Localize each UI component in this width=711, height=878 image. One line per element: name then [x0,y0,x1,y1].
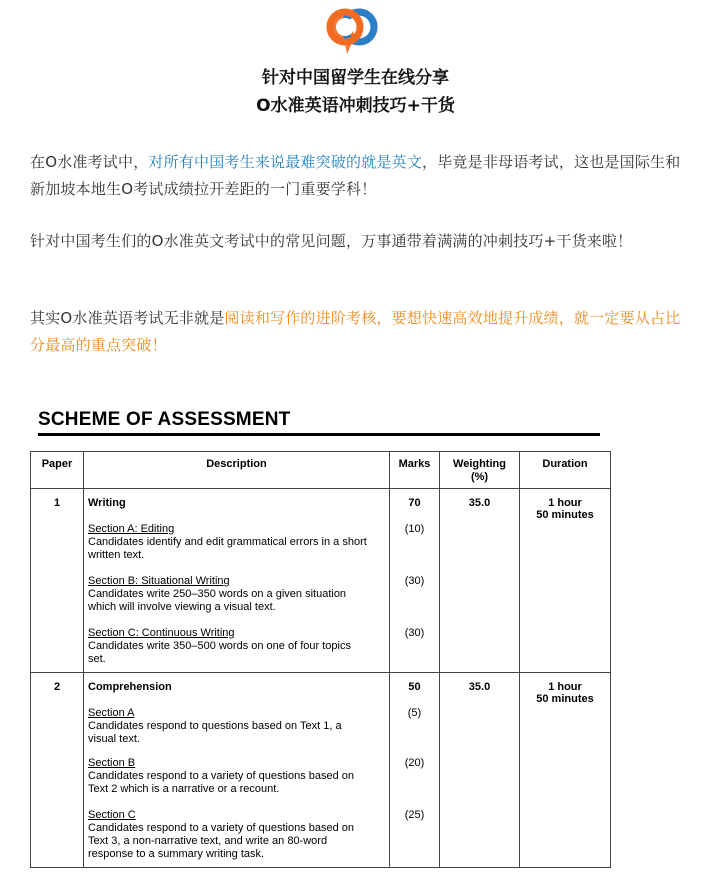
section-block: Section A: Editing Candidates identify and edit grammatical errors in a short written text. [88,523,367,561]
focus-paragraph [30,305,685,359]
headline-line-2: O水准英语冲刺技巧+干货 [256,96,455,116]
paper-marks: 70 (10) (30) (30) [390,489,440,673]
paper-number: 2 [31,673,84,868]
paper-description [84,489,390,673]
paper-duration: 1 hour 50 minutes [520,673,611,868]
headline-line-1: 针对中国留学生在线分享 [262,68,449,88]
section-block: Section A Candidates respond to questions based on Text 1, a visual text. [88,707,342,745]
paper-marks: 50 (5) (20) (25) [390,673,440,868]
paper-duration: 1 hour 50 minutes [520,489,611,673]
overlapping-circles-logo-icon [325,6,381,56]
intro-text-start: 在O水准考试中， [30,153,149,171]
focus-highlight: 阅读和写作的进阶考核，要想快速高效地提升成绩，就一定要从占比分最高的重点突破！ [30,309,681,354]
header-description: Description [84,452,390,489]
paper-weighting: 35.0 [440,489,520,673]
focus-text-start: 其实O水准英语考试无非就是 [30,309,225,327]
paper-title: Writing [88,497,126,509]
header-paper: Paper [31,452,84,489]
table-row [31,673,611,868]
intro-text-end: ，毕竟是非母语考试，这也是国际生和新加坡本地生O考试成绩拉开差距的一门重要学科！ [30,153,681,198]
section-block: Section B Candidates respond to a variety of questions based on Text 2 which is a narrative or a recount. [88,757,355,795]
header-marks: Marks [390,452,440,489]
intro-highlight: 对所有中国考生来说最难突破的就是英文 [148,153,423,171]
paper-number: 1 [31,489,84,673]
section-block: Section C Candidates respond to a variety of questions based on Text 3, a non-narrative text, and write an 80-word response to a summary writing task. [88,809,355,860]
header-duration: Duration [520,452,611,489]
table-row [31,489,611,673]
header-weighting: Weighting (%) [440,452,520,489]
section-block: Section B: Situational Writing Candidates write 250–350 words on a given situation which will involve viewing a visual text. [88,575,347,613]
section-block: Section C: Continuous Writing Candidates write 350–500 words on one of four topics set. [88,627,351,665]
intro-paragraph [30,149,685,203]
paper-title: Comprehension [88,681,172,693]
problem-paragraph: 针对中国考生们的O水准英文考试中的常见问题，万事通带着满满的冲刺技巧+干货来啦！ [30,232,633,250]
scheme-title: SCHEME OF ASSESSMENT [38,409,291,430]
table-header-row [31,452,611,489]
paper-description [84,673,390,868]
assessment-table [30,451,611,868]
scheme-title-rule [38,433,600,436]
paper-weighting: 35.0 [440,673,520,868]
